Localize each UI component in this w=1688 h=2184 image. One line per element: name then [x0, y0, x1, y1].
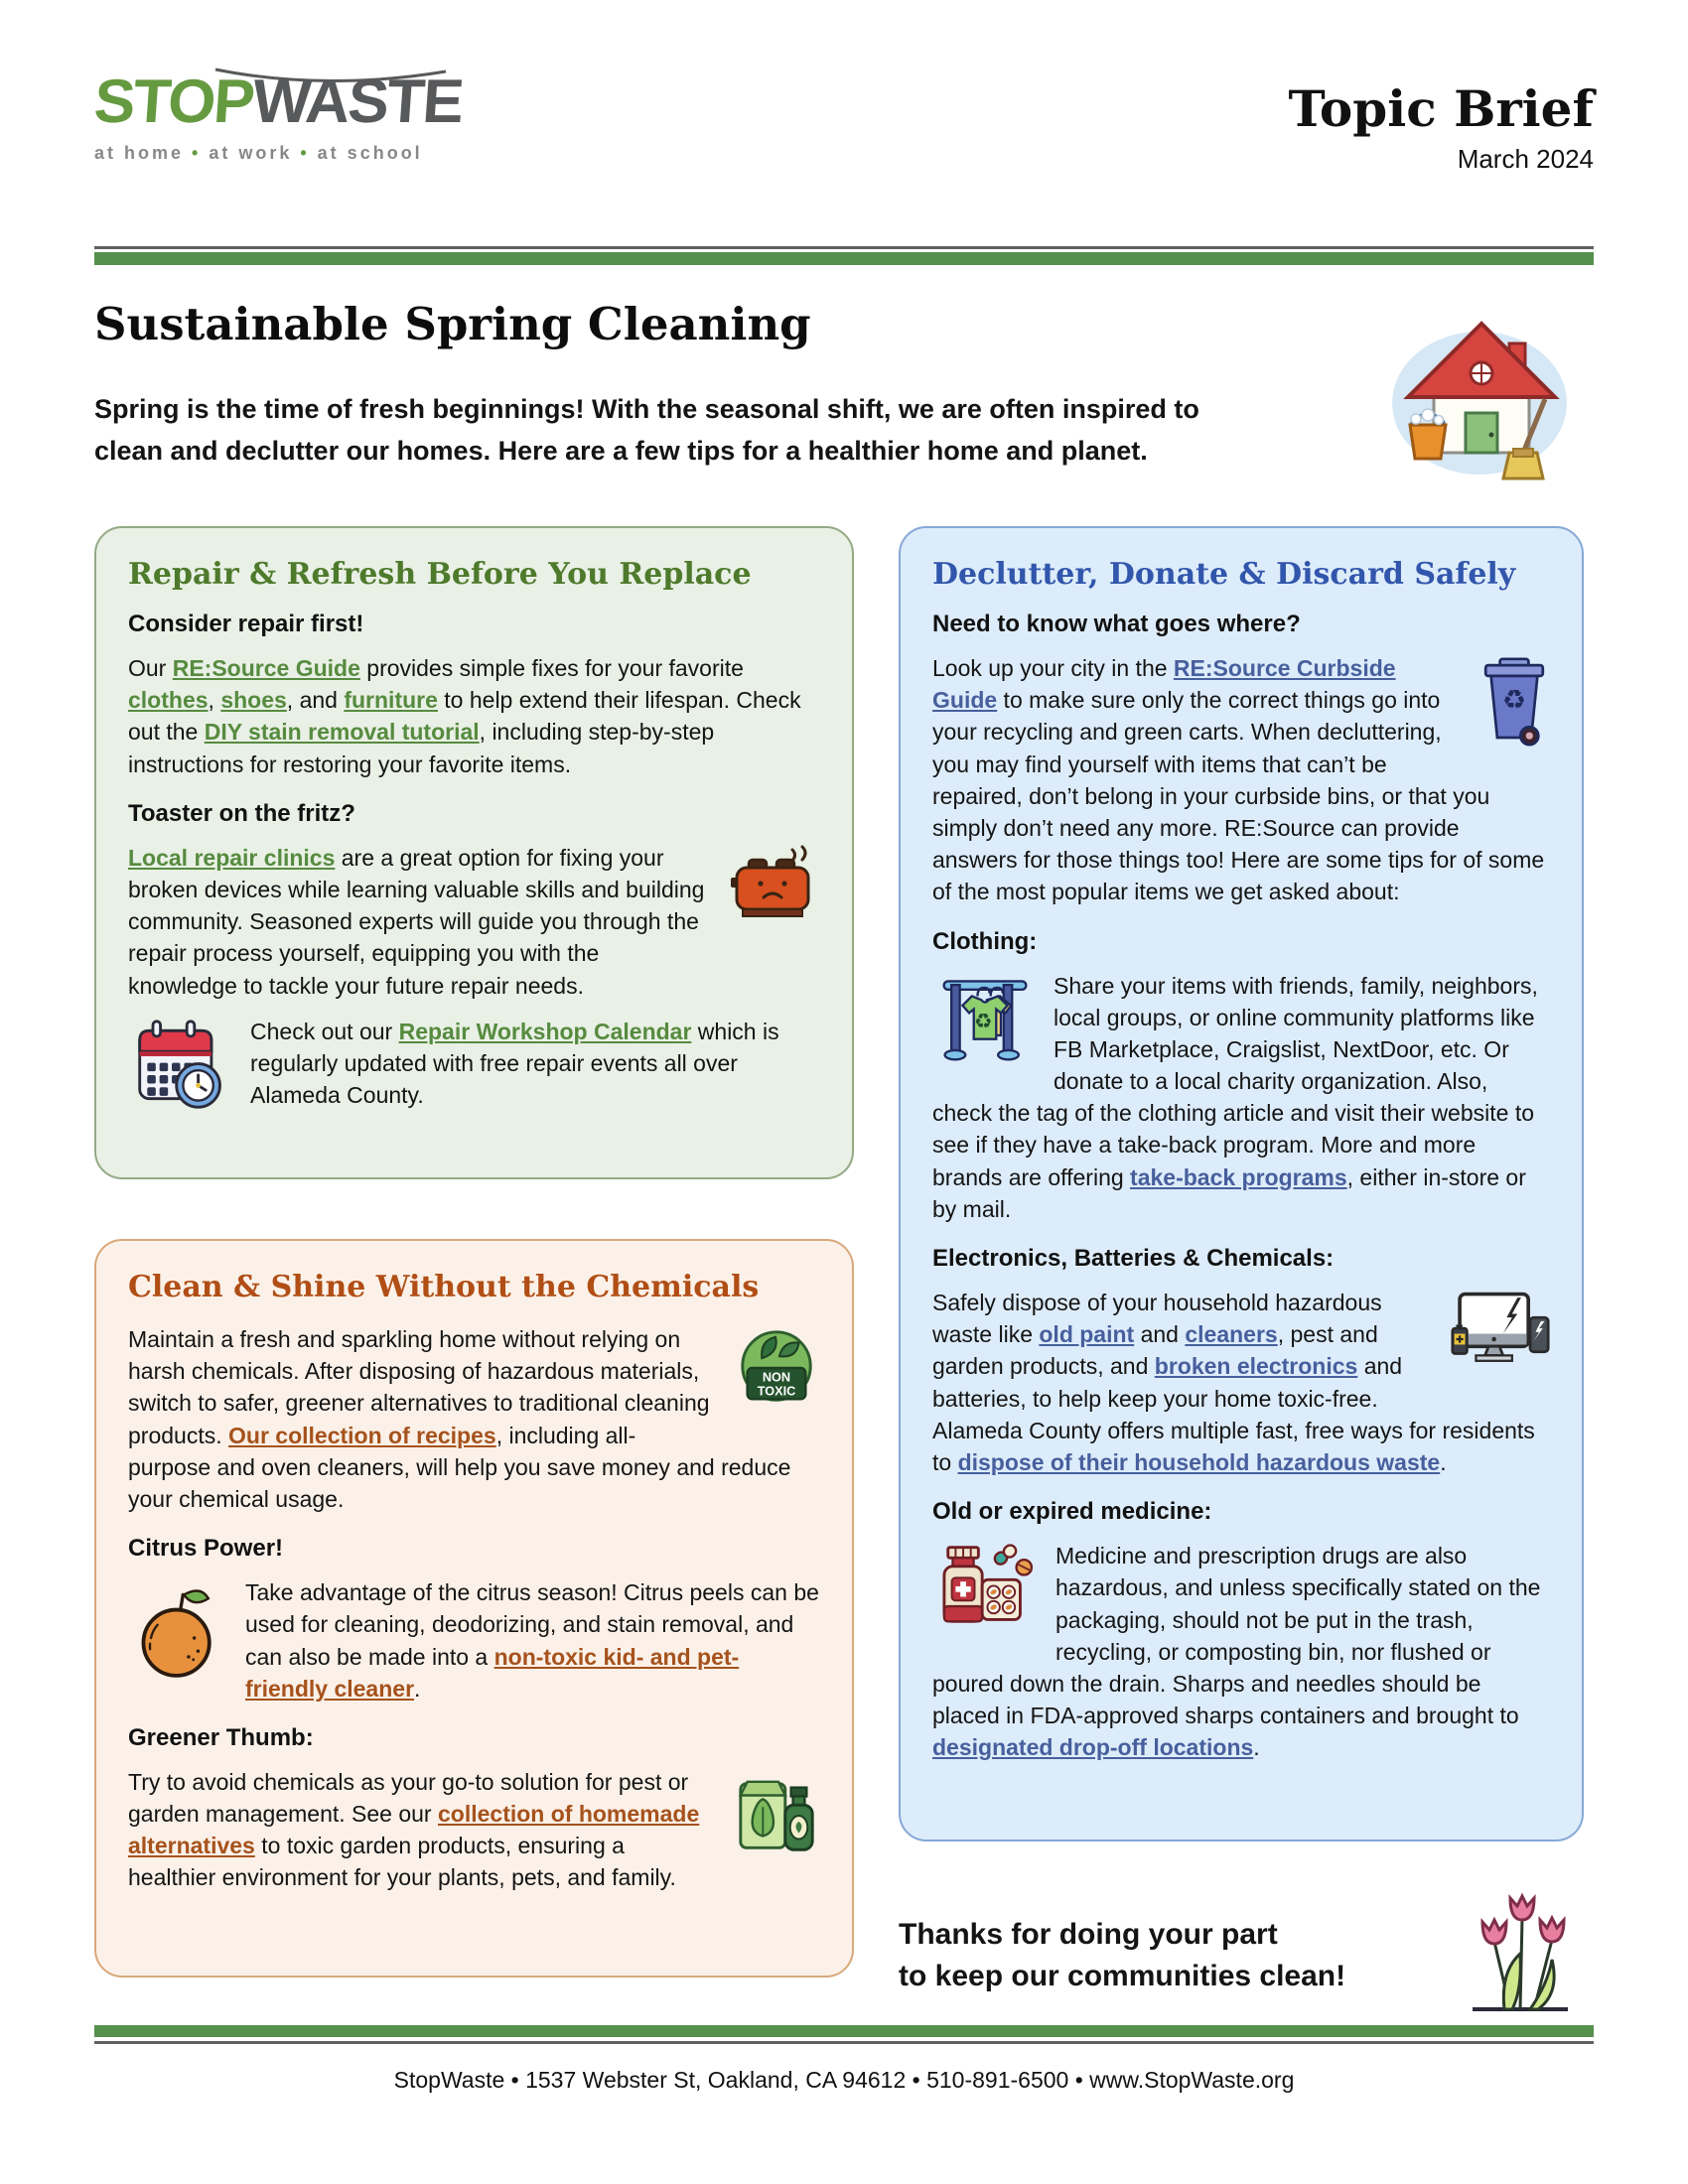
text-segment: , either in-store or by mail. — [932, 1163, 1526, 1222]
text-link[interactable]: Local repair clinics — [128, 844, 336, 871]
text-segment: . — [1253, 1734, 1260, 1761]
medicine-icon — [938, 1542, 1034, 1637]
text-segment: , and — [286, 687, 345, 714]
text-segment: . — [1440, 1448, 1447, 1475]
declutter-sub-medicine: Old or expired medicine: — [932, 1498, 1212, 1526]
clean-paragraph-3 — [128, 1766, 820, 1894]
declutter-box-title: Declutter, Donate & Discard Safely — [932, 557, 1516, 592]
text-segment: , — [208, 687, 221, 714]
clean-sub-greener: Greener Thumb: — [128, 1723, 314, 1751]
text-link[interactable]: RE:Source Guide — [172, 655, 360, 681]
non-toxic-line2: TOXIC — [757, 1383, 796, 1399]
clothing-rack-icon — [938, 972, 1032, 1073]
logo-waste-text: WASTE — [250, 68, 465, 136]
thanks-note — [899, 1914, 1584, 2013]
text-segment: to help extend their lifespan. Check out the — [128, 687, 801, 746]
top-divider-gray-line — [94, 246, 1594, 249]
text-link[interactable]: Our collection of recipes — [228, 1422, 496, 1448]
text-segment: • — [184, 143, 210, 163]
text-segment: Look up your city in the — [932, 655, 1174, 681]
text-segment: Try to avoid chemicals as your go-to solution for pest or garden management. See our — [128, 1768, 689, 1828]
text-segment: at work — [209, 143, 293, 163]
declutter-paragraph-3 — [932, 1287, 1550, 1478]
text-segment: , including all-purpose and oven cleaners, will help you save money and reduce your chemical usage. — [128, 1422, 791, 1512]
declutter-paragraph-2 — [932, 970, 1550, 1226]
thanks-line-1: Thanks for doing your part — [899, 1918, 1278, 1951]
non-toxic-line1: NON — [762, 1369, 791, 1385]
repair-paragraph-1 — [128, 652, 820, 780]
logo-tagline — [94, 143, 462, 164]
text-link[interactable]: cleaners — [1185, 1321, 1278, 1348]
clean-box-title: Clean & Shine Without the Chemicals — [128, 1270, 760, 1304]
intro-paragraph: Spring is the time of fresh beginnings! With the seasonal shift, we are often inspired to clean and declutter our homes. Here are a few tips for a healthier home and planet. — [94, 394, 1199, 466]
text-link[interactable]: collection of homemade alternatives — [128, 1801, 700, 1859]
text-link[interactable]: RE:Source Curbside Guide — [932, 655, 1396, 714]
svg-text:♻: ♻ — [973, 1008, 993, 1032]
text-segment: at home — [94, 143, 185, 163]
text-segment: Share your items with friends, family, neighbors, local groups, or online community platforms like FB Marketplace, Craigslist, NextDoor, etc. Or donate to a local charity organization. Also, check the tag of the clothing article and visit their website to see if they have a take-back program. More and more brands are offering — [932, 972, 1538, 1190]
text-segment: Maintain a fresh and sparkling home without relying on harsh chemicals. After disposing of hazardous materials, switch to safer, greener alternatives to traditional cleaning products. — [128, 1326, 710, 1448]
declutter-box — [899, 526, 1584, 1842]
text-link[interactable]: furniture — [344, 687, 438, 714]
text-segment: at school — [317, 143, 423, 163]
text-segment: to make sure only the correct things go into your recycling and green carts. When decluttering, you may find yourself with items that can’t be repaired, don’t belong in your curbside bins, or that you simply don’t need any more. RE:Source can provide answers for those things too! Here are some tips for of some of the most popular items we get asked about: — [932, 687, 1545, 905]
logo-swoosh-icon — [211, 64, 450, 83]
text-segment: Safely dispose of your household hazardous waste like — [932, 1290, 1382, 1348]
repair-sub-consider: Consider repair first! — [128, 611, 364, 637]
thanks-line-2: to keep our communities clean! — [899, 1960, 1346, 1992]
brief-title: Topic Brief — [1288, 79, 1594, 138]
text-segment: and — [1134, 1321, 1186, 1348]
text-segment: , including step-by-step instructions for restoring your favorite items. — [128, 719, 715, 777]
svg-text:♻: ♻ — [1501, 685, 1527, 717]
repair-paragraph-3 — [128, 1016, 820, 1128]
brief-date: March 2024 — [1457, 143, 1594, 174]
text-link[interactable]: designated drop-off locations — [932, 1734, 1254, 1761]
recycling-cart-icon — [1478, 654, 1550, 757]
declutter-sub-electronics: Electronics, Batteries & Chemicals: — [932, 1245, 1335, 1272]
repair-calendar-icon — [134, 1018, 228, 1120]
repair-sub-toaster: Toaster on the fritz? — [128, 799, 355, 827]
bottom-divider-gray-line — [94, 2041, 1594, 2044]
text-link[interactable]: old paint — [1039, 1321, 1135, 1348]
repair-box-title: Repair & Refresh Before You Replace — [128, 557, 752, 592]
text-segment: which is regularly updated with free repair events all over Alameda County. — [250, 1018, 779, 1109]
repair-paragraph-2 — [128, 842, 820, 1002]
text-link[interactable]: take-back programs — [1130, 1163, 1347, 1190]
declutter-sub-need: Need to know what goes where? — [932, 611, 1301, 637]
orange-fruit-icon — [134, 1578, 223, 1688]
text-link[interactable]: Repair Workshop Calendar — [398, 1018, 692, 1044]
repair-refresh-box — [94, 526, 854, 1179]
clean-shine-box — [94, 1239, 854, 1978]
text-link[interactable]: non-toxic kid- and pet-friendly cleaner — [245, 1643, 740, 1702]
text-link[interactable]: broken electronics — [1154, 1353, 1358, 1380]
non-toxic-icon — [733, 1325, 820, 1421]
logo-stop-text: STOP — [91, 68, 256, 136]
text-segment: Check out our — [250, 1018, 399, 1044]
brief-header — [1288, 79, 1594, 175]
declutter-paragraph-4 — [932, 1540, 1550, 1763]
clean-paragraph-2 — [128, 1576, 820, 1705]
declutter-paragraph-1 — [932, 652, 1550, 908]
clean-paragraph-1 — [128, 1323, 820, 1515]
text-segment: Our — [128, 655, 173, 681]
text-link[interactable]: DIY stain removal tutorial — [204, 719, 480, 746]
text-link[interactable]: clothes — [128, 687, 209, 714]
text-segment: • — [292, 143, 318, 163]
top-divider — [94, 246, 1594, 265]
text-segment: are a great option for fixing your broken devices while learning valuable skills and building community. Seasoned experts will guide you through the repair process yourself, equipping you with the knowledge to tackle your future repair needs. — [128, 844, 705, 999]
house-cleaning-illustration — [1378, 308, 1582, 486]
text-segment: . — [414, 1675, 421, 1702]
text-segment: provides simple fixes for your favorite — [359, 655, 744, 681]
stopwaste-logo — [91, 68, 465, 164]
thanks-text — [899, 1914, 1345, 1997]
text-segment: to toxic garden products, ensuring a healthier environment for your plants, pets, and family. — [128, 1833, 676, 1891]
broken-electronics-icon — [1451, 1289, 1550, 1378]
text-segment: , pest and garden products, and — [932, 1321, 1378, 1380]
bottom-divider-green-bar — [94, 2025, 1594, 2037]
top-divider-green-bar — [94, 252, 1594, 265]
page-title: Sustainable Spring Cleaning — [94, 298, 811, 350]
declutter-sub-clothing: Clothing: — [932, 927, 1038, 955]
text-segment: Medicine and prescription drugs are also hazardous, and unless specifically stated on the packaging, should not be put in the trash, recycling, or composting bin, nor flushed or poured down the drain. Sharps and needles should be placed in FDA-approved sharps containers and brought to — [932, 1543, 1541, 1729]
garden-products-icon — [733, 1768, 820, 1873]
text-link[interactable]: shoes — [220, 687, 287, 714]
footer-contact-line: StopWaste • 1537 Webster St, Oakland, CA 94612 • 510-891-6500 • www.StopWaste.org — [393, 2067, 1295, 2093]
bottom-divider — [94, 2025, 1594, 2044]
toaster-icon — [729, 844, 820, 933]
text-segment: Take advantage of the citrus season! Citrus peels can be used for cleaning, deodorizing, and stain removal, and can also be made into a — [245, 1579, 819, 1670]
text-segment: and batteries, to help keep your home toxic-free. Alameda County offers multiple fast, free ways for residents to — [932, 1353, 1535, 1475]
text-link[interactable]: dispose of their household hazardous waste — [957, 1448, 1441, 1475]
tulips-icon — [1465, 1892, 1574, 2013]
clean-sub-citrus: Citrus Power! — [128, 1535, 284, 1563]
